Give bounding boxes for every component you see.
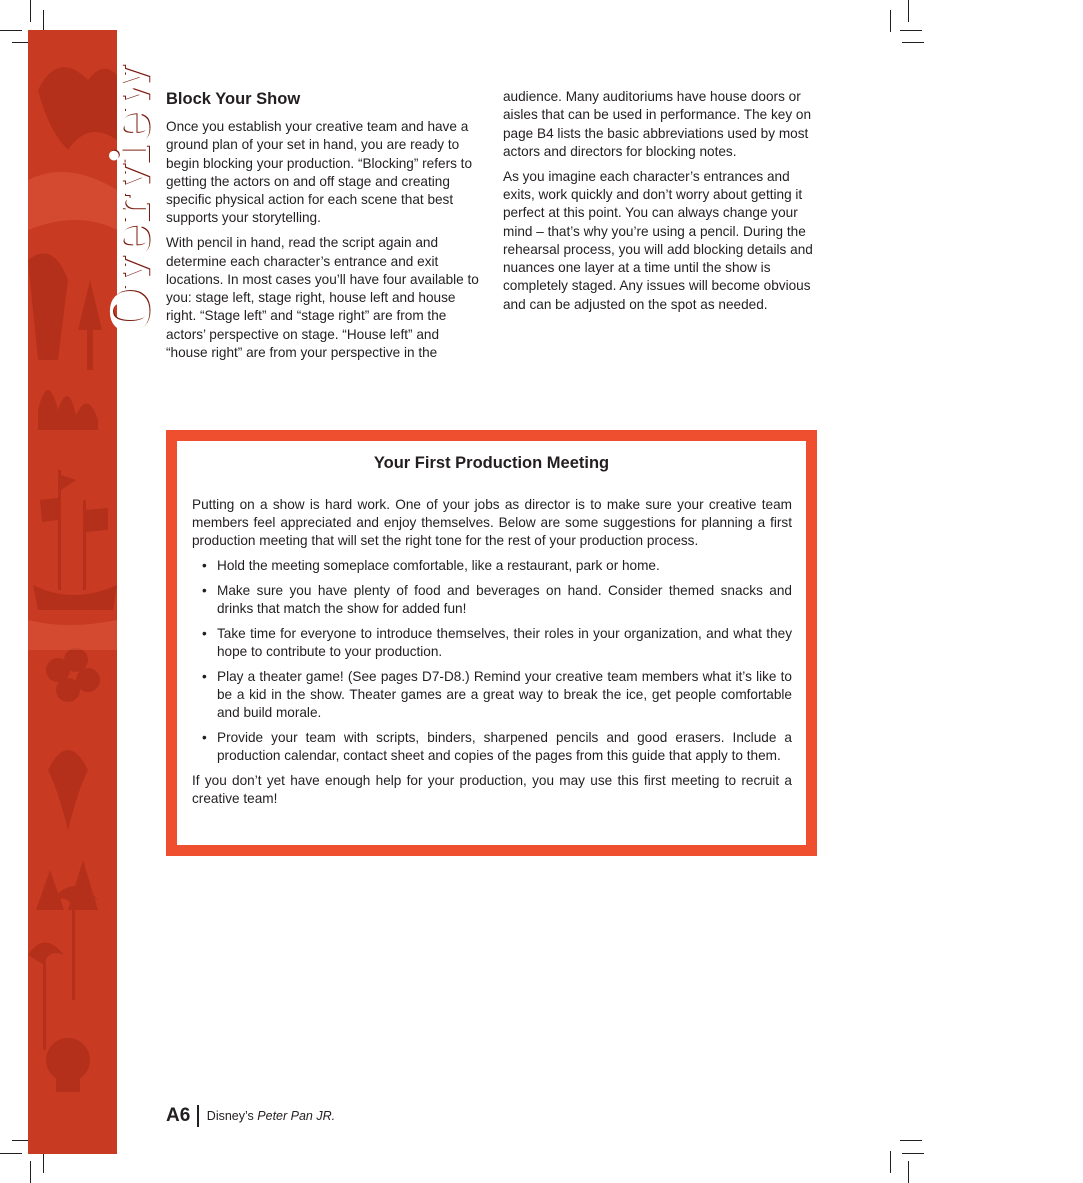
crop-mark — [890, 10, 891, 32]
crop-mark — [902, 42, 924, 43]
paragraph: With pencil in hand, read the script again and determine each character’s entrance and exit locations. In most cases you’ll have four available to you: stage left, stage right, house left and house right. “Stage left” and “stage right” are from the actors’ perspective on stage. “House left” and “house right” are from your perspective in the — [166, 235, 479, 361]
right-column — [503, 88, 821, 321]
crop-mark — [43, 10, 44, 32]
paragraph: audience. Many auditoriums have house doors or aisles that can be used in performance. The key on page B4 lists the basic abbreviations used by most actors and directors for blocking notes. — [503, 89, 812, 159]
footer-divider — [197, 1105, 199, 1127]
sidebar-banner — [28, 30, 162, 1154]
crop-mark — [30, 1161, 31, 1183]
crop-mark — [900, 1140, 922, 1141]
list-item-text: Play a theater game! (See pages D7-D8.) Remind your creative team members what it’s like to be a kid in the show. Theater games are a great way to break the ice, get people comfortable and build morale. — [217, 668, 792, 721]
list-item-text: Take time for everyone to introduce themselves, their roles in your organization, and what they hope to contribute to your production. — [217, 625, 792, 660]
list-item-text: Provide your team with scripts, binders, sharpened pencils and good erasers. Include a production calendar, contact sheet and copies of the pages from this guide that apply to them. — [217, 730, 792, 764]
callout-intro: Putting on a show is hard work. One of your jobs as director is to make sure your creative team members feel appreciated and enjoy themselves. Below are some suggestions for planning a first production meeting that will set the right tone for the rest of your production process. — [192, 497, 792, 549]
crop-mark — [30, 0, 31, 22]
callout-outro: If you don’t yet have enough help for your production, you may use this first meeting to recruit a creative team! — [192, 773, 792, 807]
callout-box — [166, 430, 817, 856]
crop-mark — [890, 1151, 891, 1173]
callout-body — [192, 496, 792, 815]
paragraph: Once you establish your creative team and have a ground plan of your set in hand, you are ready to begin blocking your production. “Blocking” refers to getting the actors on and off stage and creating specific physical action for each scene that best supports your storytelling. — [166, 119, 473, 226]
crop-mark — [902, 1153, 924, 1154]
list-item — [192, 668, 792, 723]
crop-mark — [43, 1151, 44, 1173]
publication-name: Peter Pan JR. — [257, 1109, 336, 1123]
page-footer — [166, 1104, 335, 1128]
left-column — [166, 88, 484, 369]
list-item — [192, 582, 792, 618]
publication-title — [207, 1109, 335, 1123]
crop-mark — [908, 1161, 909, 1183]
callout-title: Your First Production Meeting — [373, 454, 610, 472]
bullet-icon: • — [202, 668, 207, 684]
list-item-text: Make sure you have plenty of food and beverages on hand. Consider themed snacks and drinks that match the show for added fun! — [217, 582, 792, 617]
list-item — [192, 625, 792, 661]
crop-mark — [0, 1153, 22, 1154]
bullet-icon: • — [202, 625, 207, 641]
list-item-text: Hold the meeting someplace comfortable, like a restaurant, park or home. — [217, 558, 660, 574]
paragraph: As you imagine each character’s entrances and exits, work quickly and don’t worry about getting it perfect at this point. You can always change your mind – that’s why you’re using a pencil. During the rehearsal process, you will add blocking details and nuances one layer at a time until the show is completely staged. Any issues will become obvious and can be adjusted on the spot as needed. — [503, 168, 813, 312]
crop-mark — [908, 0, 909, 22]
crop-mark — [0, 30, 22, 31]
suggestion-list — [192, 557, 792, 765]
bullet-icon: • — [202, 582, 207, 598]
bullet-icon: • — [202, 558, 207, 574]
list-item — [192, 557, 792, 575]
crop-mark — [900, 30, 922, 31]
page-number: A6 — [166, 1105, 191, 1126]
list-item — [192, 729, 792, 765]
section-title: Overview — [101, 66, 162, 334]
bullet-icon: • — [202, 730, 207, 746]
section-heading: Block Your Show — [166, 90, 301, 108]
publication-prefix: Disney’s — [206, 1109, 258, 1123]
